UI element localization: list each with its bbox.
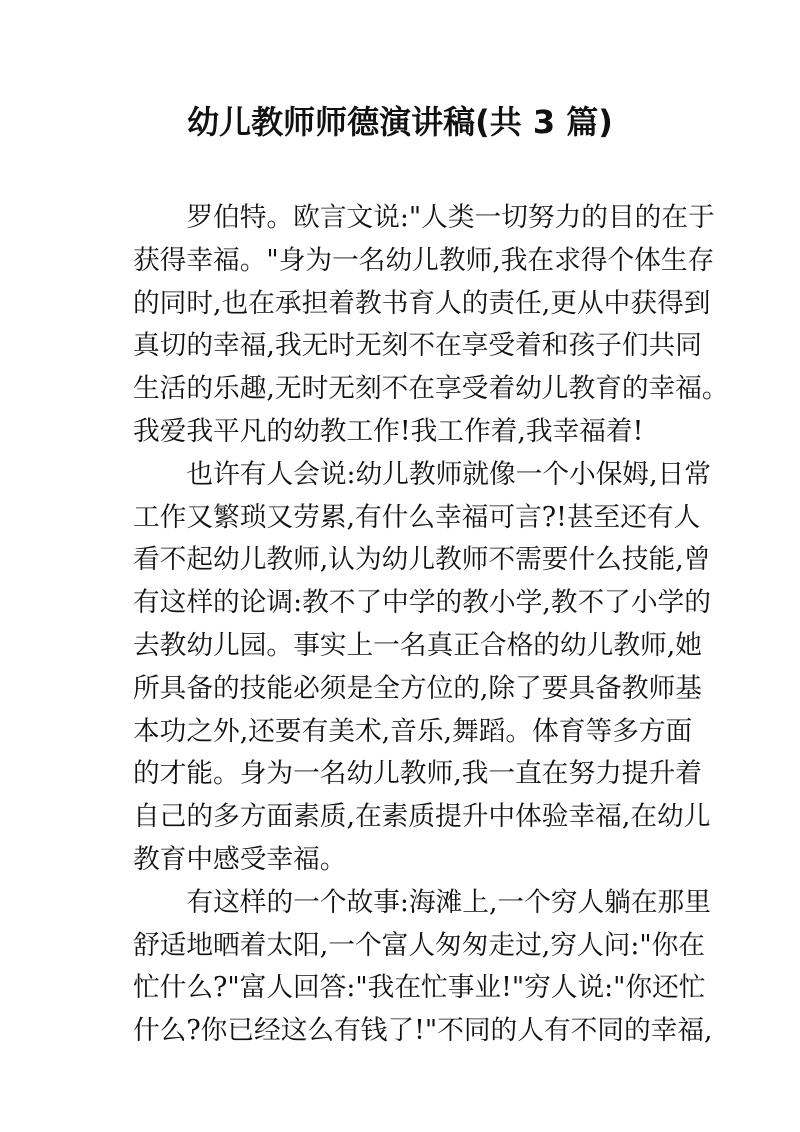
paragraph-line: 所具备的技能必须是全方位的,除了要具备教师基: [133, 672, 702, 704]
paragraph-line: 生活的乐趣,无时无刻不在享受着幼儿教育的幸福。: [133, 373, 729, 405]
paragraph-line: 看不起幼儿教师,认为幼儿教师不需要什么技能,曾: [133, 544, 711, 576]
paragraph-line: 去教幼儿园。事实上一名真正合格的幼儿教师,她: [133, 629, 702, 661]
paragraph-line: 真切的幸福,我无时无刻不在享受着和孩子们共同: [133, 330, 702, 362]
paragraph-line: 自己的多方面素质,在素质提升中体验幸福,在幼儿: [133, 801, 711, 833]
paragraph-line: 教育中感受幸福。: [133, 843, 347, 875]
paragraph-line: 也许有人会说:幼儿教师就像一个小保姆,日常: [186, 458, 711, 490]
document-title: 幼儿教师师德演讲稿(共 3 篇): [187, 103, 613, 141]
paragraph-line: 有这样的一个故事:海滩上,一个穷人躺在那里: [186, 886, 711, 918]
paragraph-line: 什么?你已经这么有钱了!"不同的人有不同的幸福,: [133, 1015, 713, 1047]
paragraph-line: 的才能。身为一名幼儿教师,我一直在努力提升着: [133, 758, 702, 790]
paragraph-line: 罗伯特。欧言文说:"人类一切努力的目的在于: [186, 202, 715, 233]
paragraph-line: 的同时,也在承担着教书育人的责任,更从中获得到: [133, 287, 711, 319]
paragraph-line: 我爱我平凡的幼教工作!我工作着,我幸福着!: [133, 415, 644, 447]
paragraph-line: 忙什么?"富人回答:"我在忙事业!"穷人说:"你还忙: [133, 972, 706, 1004]
paragraph-line: 有这样的论调:教不了中学的教小学,教不了小学的: [133, 587, 711, 619]
paragraph-line: 工作又繁琐又劳累,有什么幸福可言?!甚至还有人: [133, 501, 701, 533]
paragraph-line: 舒适地晒着太阳,一个富人匆匆走过,穷人问:"你在: [133, 929, 705, 961]
document-body: [133, 197, 729, 1053]
paragraph-line: 获得幸福。"身为一名幼儿教师,我在求得个体生存: [133, 244, 715, 276]
paragraph-line: 本功之外,还要有美术,音乐,舞蹈。体育等多方面: [133, 715, 693, 747]
